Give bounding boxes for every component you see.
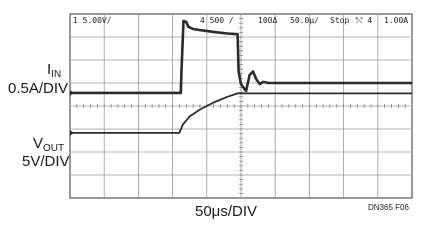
vout-scale: 5V/DIV bbox=[22, 153, 70, 170]
trigger-source: ⤲ 4 bbox=[356, 16, 373, 25]
figure-id: DN365 F06 bbox=[368, 203, 409, 212]
trigger-level: 1.00A bbox=[384, 16, 409, 25]
timebase-position: 100Δ bbox=[258, 16, 278, 25]
vout-label bbox=[33, 135, 64, 154]
iin-subscript: IN bbox=[51, 69, 62, 80]
ch1-scale: 1 5.00V/ bbox=[73, 16, 112, 25]
run-state: Stop bbox=[330, 16, 350, 25]
iin-scale: 0.5A/DIV bbox=[8, 80, 69, 97]
iin-main: I bbox=[47, 61, 52, 78]
vout-main: V bbox=[33, 135, 44, 152]
ch4-scale: 4 500 / bbox=[200, 16, 234, 25]
iin-label bbox=[47, 61, 61, 80]
timebase-scale: 50.0μ/ bbox=[290, 16, 319, 25]
timebase-label: 50μs/DIV bbox=[195, 203, 257, 220]
vout-subscript: OUT bbox=[43, 143, 65, 154]
